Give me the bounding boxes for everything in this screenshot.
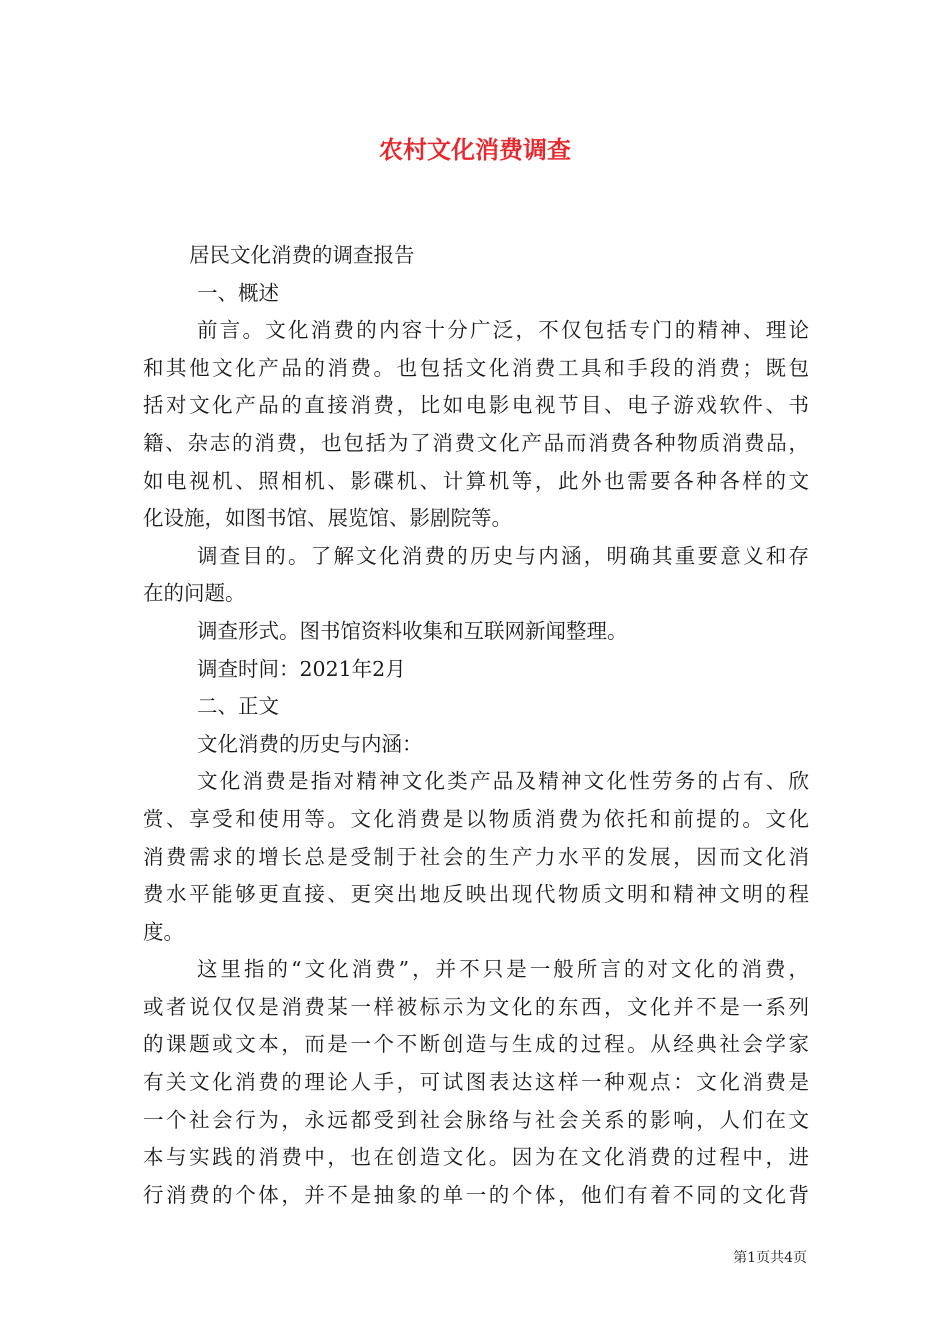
survey-date-line: 调查时间：2021年2月 [197,656,406,681]
paragraph-line: 调查目的。了解文化消费的历史与内涵，明确其重要意义和存 [197,543,809,568]
paragraph-line: 有关文化消费的理论人手，可试图表达这样一种观点：文化消费是 [143,1070,809,1095]
paragraph-line: 和其他文化产品的消费。也包括文化消费工具和手段的消费；既包 [143,355,809,380]
paragraph-line: 行消费的个体，并不是抽象的单一的个体，他们有着不同的文化背 [143,1182,809,1207]
paragraph-line: 这里指的“文化消费”，并不只是一般所言的对文化的消费， [197,957,809,982]
paragraph-line: 本与实践的消费中，也在创造文化。因为在文化消费的过程中，进 [143,1145,809,1170]
report-subtitle: 居民文化消费的调查报告 [189,243,415,267]
paragraph-line: 消费需求的增长总是受制于社会的生产力水平的发展，因而文化消 [143,844,809,869]
paragraph-line: 费水平能够更直接、更突出地反映出现代物质文明和精神文明的程 [143,882,809,907]
paragraph-line: 括对文化产品的直接消费，比如电影电视节目、电子游戏软件、书 [143,393,809,418]
document-body [143,237,809,1214]
paragraph-line: 化设施，如图书馆、展览馆、影剧院等。 [143,506,512,531]
paragraph-line: 籍、杂志的消费，也包括为了消费文化产品而消费各种物质消费品， [143,430,809,455]
page-number: 第1页共4页 [733,1250,807,1266]
paragraph-line: 前言。文化消费的内容十分广泛，不仅包括专门的精神、理论 [197,318,809,343]
paragraph-line: 调查形式。图书馆资料收集和互联网新闻整理。 [197,618,628,643]
paragraph-line: 的课题或文本，而是一个不断创造与生成的过程。从经典社会学家 [143,1032,809,1057]
paragraph-line: 如电视机、照相机、影碟机、计算机等，此外也需要各种各样的文 [143,468,809,493]
document-title: 农村文化消费调查 [379,135,571,164]
section-heading-main: 二、正文 [197,694,279,719]
section-heading-overview: 一、概述 [197,280,279,305]
paragraph-line: 文化消费是指对精神文化类产品及精神文化性劳务的占有、欣 [197,769,809,794]
paragraph-line: 赏、享受和使用等。文化消费是以物质消费为依托和前提的。文化 [143,806,809,831]
paragraph-line: 在的问题。 [143,581,246,606]
paragraph-line: 或者说仅仅是消费某一样被标示为文化的东西，文化并不是一系列 [143,994,809,1019]
subsection-heading: 文化消费的历史与内涵： [197,731,423,756]
paragraph-line: 一个社会行为，永远都受到社会脉络与社会关系的影响，人们在文 [143,1107,809,1132]
paragraph-line: 度。 [143,919,184,944]
